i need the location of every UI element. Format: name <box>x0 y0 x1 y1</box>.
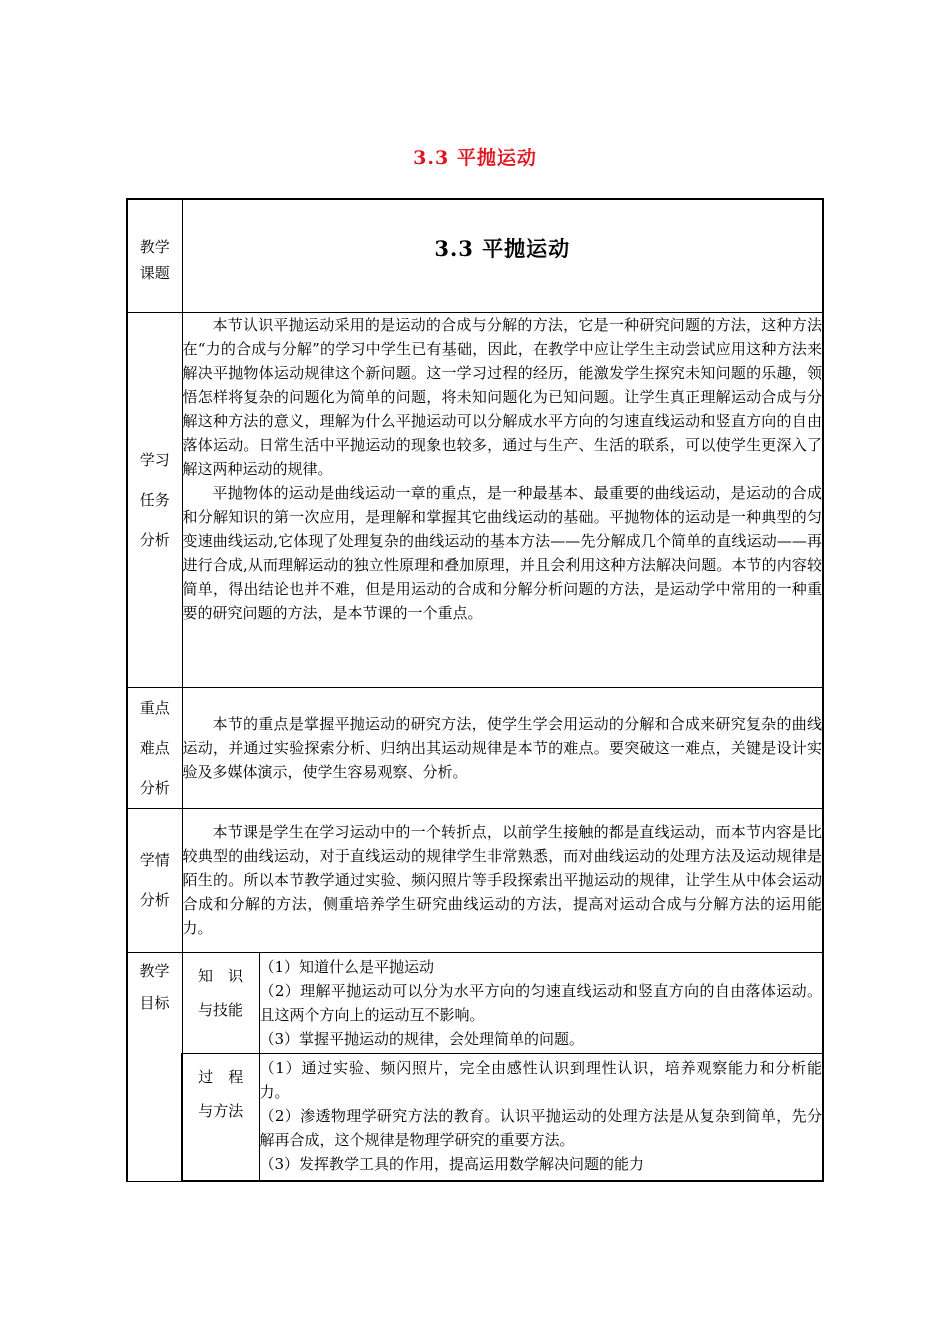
knowledge-label-line2: 与技能 <box>197 1000 243 1019</box>
key-points-content-cell <box>182 687 823 808</box>
knowledge-item-3: （3）掌握平抛运动的规律，会处理简单的问题。 <box>259 1029 585 1048</box>
key-points-label-line2: 难点 <box>139 738 170 757</box>
process-label-cell <box>182 1053 259 1181</box>
objectives-label-line2: 目标 <box>139 993 170 1012</box>
learner-analysis-paragraph: 本节课是学生在学习运动中的一个转折点，以前学生接触的都是直线运动，而本节内容是比较典型的曲线运动，对于直线运动的规律学生非常熟悉，而对曲线运动的处理方法及运动规律是陌生的。所以本节教学通过实验、频闪照片等手段探索出平抛运动的规律，让学生从中体会运动合成和分解的方法，侧重培养学生研究曲线运动的方法，提高对运动合成与分解方法的运用能力。 <box>182 823 823 937</box>
process-label-line1: 过 程 <box>198 1067 244 1086</box>
knowledge-label-cell <box>182 952 259 1053</box>
learner-analysis-label-line2: 分析 <box>139 891 170 909</box>
key-points-paragraph: 本节的重点是掌握平抛运动的研究方法，使学生学会用运动的分解和合成来研究复杂的曲线运动，并通过实验探索分析、归纳出其运动规律是本节的难点。要突破这一难点，关键是设计实验及多媒体演示，使学生容易观察、分析。 <box>182 714 823 781</box>
objectives-label-cell <box>127 952 182 1181</box>
process-item-2: （2）渗透物理学研究方法的教育。认识平抛运动的处理方法是从复杂到简单，先分解再合成，这个规律是物理学研究的重要方法。 <box>259 1106 823 1149</box>
row-objectives-process <box>127 1053 823 1181</box>
topic-label-cell <box>127 199 182 312</box>
topic-label-line1: 教学 <box>139 238 170 256</box>
lesson-title: 3.3 平抛运动 <box>434 236 571 261</box>
row-key-points <box>127 687 823 808</box>
task-analysis-paragraph-1: 本节认识平抛运动采用的是运动的合成与分解的方法，它是一种研究问题的方法，这种方法在“力的合成与分解”的学习中学生已有基础，因此，在教学中应让学生主动尝试应用这种方法来解决平抛物体运动规律这个新问题。这一学习过程的经历，能激发学生探究未知问题的乐趣，领悟怎样将复杂的问题化为简单的问题，将未知问题化为已知问题。让学生真正理解运动合成与分解这种方法的意义，理解为什么平抛运动可以分解成水平方向的匀速直线运动和竖直方向的自由落体运动。日常生活中平抛运动的现象也较多，通过与生产、生活的联系，可以使学生更深入了解这两种运动的规律。 <box>182 315 823 478</box>
process-content-cell <box>259 1053 823 1181</box>
key-points-label-cell <box>127 687 182 808</box>
task-analysis-label-cell <box>127 312 182 687</box>
row-topic <box>127 199 823 312</box>
key-points-label-line3: 分析 <box>139 778 170 797</box>
process-item-3: （3）发挥教学工具的作用，提高运用数学解决问题的能力 <box>259 1154 645 1173</box>
lesson-plan-table <box>126 198 824 1182</box>
task-analysis-label-line3: 分析 <box>139 530 170 549</box>
learner-analysis-label-line1: 学情 <box>139 851 170 869</box>
topic-label-line2: 课题 <box>139 264 170 282</box>
row-objectives-knowledge <box>127 952 823 1053</box>
task-analysis-paragraph-2: 平抛物体的运动是曲线运动一章的重点，是一种最基本、最重要的曲线运动，是运动的合成和分解知识的第一次应用，是理解和掌握其它曲线运动的基础。平抛物体的运动是一种典型的匀变速曲线运动,它体现了处理复杂的曲线运动的基本方法——先分解成几个简单的直线运动——再进行合成,从而理解运动的独立性原理和叠加原理，并且会利用这种方法解决问题。本节的内容较简单，得出结论也并不难，但是用运动的合成和分解分析问题的方法，是运动学中常用的一种重要的研究问题的方法，是本节课的一个重点。 <box>182 483 823 622</box>
topic-value-cell <box>182 199 823 312</box>
objectives-label-line1: 教学 <box>139 961 170 980</box>
document-title: 3.3 平抛运动 <box>413 147 537 169</box>
task-analysis-label-line2: 任务 <box>139 490 170 509</box>
knowledge-label-line1: 知 识 <box>197 966 243 985</box>
knowledge-item-2: （2）理解平抛运动可以分为水平方向的匀速直线运动和竖直方向的自由落体运动。且这两个方向上的运动互不影响。 <box>259 981 823 1024</box>
key-points-label-line1: 重点 <box>139 698 170 717</box>
row-task-analysis <box>127 312 823 687</box>
task-analysis-content-cell <box>182 312 823 687</box>
process-item-1: （1）通过实验、频闪照片，完全由感性认识到理性认识，培养观察能力和分析能力。 <box>259 1058 823 1101</box>
learner-analysis-label-cell <box>127 808 182 952</box>
process-label-line2: 与方法 <box>198 1101 244 1120</box>
task-analysis-label-line1: 学习 <box>139 450 170 469</box>
knowledge-item-1: （1）知道什么是平抛运动 <box>259 957 435 976</box>
row-learner-analysis <box>127 808 823 952</box>
learner-analysis-content-cell <box>182 808 823 952</box>
knowledge-content-cell <box>259 952 823 1053</box>
